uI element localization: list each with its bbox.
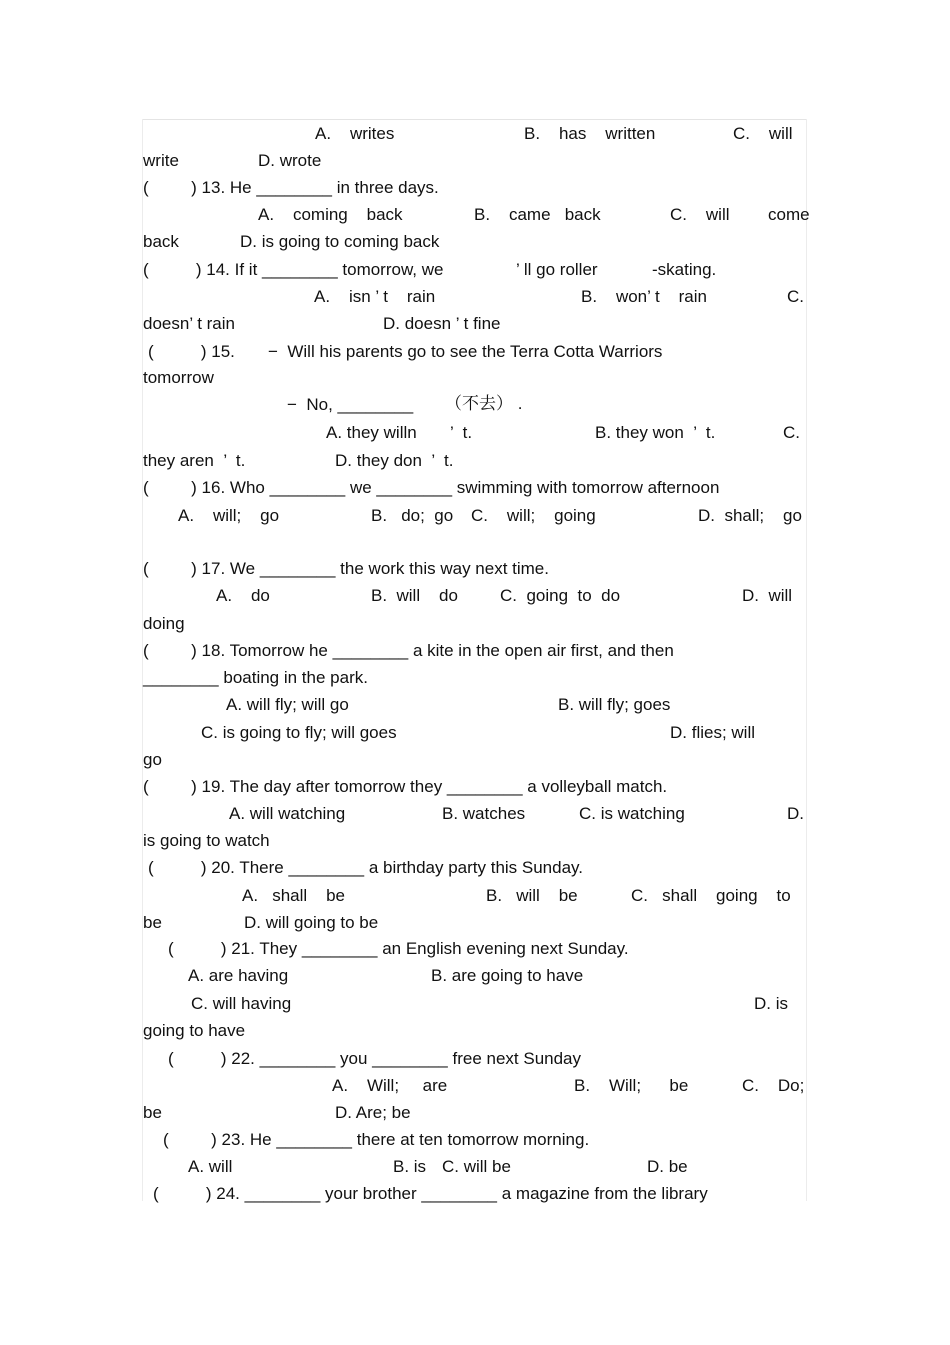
q14-option-c-cont: doesn’ t rain [143, 314, 235, 333]
q20-option-d: D. will going to be [244, 913, 379, 932]
q21-option-b: B. are going to have [431, 966, 584, 985]
q21-option-a: A. are having [188, 966, 289, 985]
q23-option-b: B. is [393, 1157, 427, 1176]
q14-option-a: A. isn ’ t rain [314, 287, 436, 306]
q13-option-c: C. will [670, 205, 730, 224]
q17-stem: ( ) 17. We ________ the work this way next time. [143, 559, 549, 578]
q15-option-a: A. they willn [326, 423, 417, 442]
q23-option-c: C. will be [442, 1157, 511, 1176]
q15-option-c-cont: they aren ’ t. [143, 451, 246, 470]
q18-stem-cont: ________ boating in the park. [143, 668, 368, 687]
q12-option-d: D. wrote [258, 151, 322, 170]
q20-option-c: C. shall going to [631, 886, 791, 905]
q15-option-b: B. they won ’ t. [595, 423, 716, 442]
q22-option-c: C. Do; [742, 1076, 805, 1095]
q19-option-b: B. watches [442, 804, 526, 823]
q22-option-b: B. Will; be [574, 1076, 689, 1095]
q14-stem-part3: -skating. [652, 260, 717, 279]
q18-stem: ( ) 18. Tomorrow he ________ a kite in the open air first, and then [143, 641, 674, 660]
q24-stem: ( ) 24. ________ your brother ________ a magazine from the library [153, 1184, 708, 1203]
q13-option-c-part: come [768, 205, 810, 224]
q17-option-c: C. going to do [500, 586, 621, 605]
q21-stem: ( ) 21. They ________ an English evening next Sunday. [168, 939, 629, 958]
q18-option-d-cont: go [143, 750, 162, 769]
q22-stem: ( ) 22. ________ you ________ free next Sunday [168, 1049, 582, 1068]
q12-option-c: C. will [733, 124, 793, 143]
q12-option-b: B. has written [524, 124, 656, 143]
q20-option-b: B. will be [486, 886, 578, 905]
q21-option-d-cont: going to have [143, 1021, 246, 1040]
q23-option-a: A. will [188, 1157, 233, 1176]
q14-option-b: B. won’ t rain [581, 287, 707, 306]
q23-stem: ( ) 23. He ________ there at ten tomorrow morning. [163, 1130, 590, 1149]
q15-option-d: D. they don ’ t. [335, 451, 454, 470]
q17-option-b: B. will do [371, 586, 458, 605]
q16-stem: ( ) 16. Who ________ we ________ swimming with tomorrow afternoon [143, 478, 720, 497]
q13-stem: ( ) 13. He ________ in three days. [143, 178, 439, 197]
q22-option-a: A. Will; are [332, 1076, 448, 1095]
q22-option-d: D. Are; be [335, 1103, 411, 1122]
q17-option-d: D. will [742, 586, 793, 605]
q19-option-d: D. [787, 804, 804, 823]
q13-option-b: B. came back [474, 205, 601, 224]
q20-stem: ( ) 20. There ________ a birthday party this Sunday. [148, 858, 584, 877]
q14-option-d: D. doesn ’ t fine [383, 314, 501, 333]
q15-hint: （不去） . [445, 394, 523, 413]
q17-option-a: A. do [216, 586, 270, 605]
q18-option-a: A. will fly; will go [226, 695, 349, 714]
q19-option-d-cont: is going to watch [143, 831, 270, 850]
q15-response: − No, ________ [287, 395, 414, 414]
q12-option-c-cont: write [143, 151, 179, 170]
page-border-right [806, 119, 807, 1201]
q18-option-c: C. is going to fly; will goes [201, 723, 397, 742]
q15-option-a-cont: ’ t. [450, 423, 473, 442]
q21-option-c: C. will having [191, 994, 292, 1013]
q19-stem: ( ) 19. The day after tomorrow they ________ a volleyball match. [143, 777, 668, 796]
q18-option-b: B. will fly; goes [558, 695, 671, 714]
page-border-top [142, 119, 807, 120]
q22-option-c-cont: be [143, 1103, 162, 1122]
q16-option-b: B. do; go [371, 506, 454, 525]
q19-option-c: C. is watching [579, 804, 685, 823]
q16-option-d: D. shall; go [698, 506, 802, 525]
q15-stem: ( ) 15. − Will his parents go to see the Terra Cotta Warriors [148, 342, 663, 361]
q16-option-c: C. will; going [471, 506, 596, 525]
q13-option-a: A. coming back [258, 205, 403, 224]
q12-option-a: A. writes [315, 124, 395, 143]
q17-option-d-cont: doing [143, 614, 185, 633]
q23-option-d: D. be [647, 1157, 688, 1176]
q19-option-a: A. will watching [229, 804, 346, 823]
q14-stem-part2: ’ ll go roller [516, 260, 598, 279]
q15-stem-cont: tomorrow [143, 368, 214, 387]
q13-option-d: D. is going to coming back [240, 232, 440, 251]
q21-option-d: D. is [754, 994, 788, 1013]
q20-option-c-cont: be [143, 913, 162, 932]
q20-option-a: A. shall be [242, 886, 345, 905]
q14-option-c: C. [787, 287, 804, 306]
q18-option-d: D. flies; will [670, 723, 756, 742]
q14-stem: ( ) 14. If it ________ tomorrow, we [143, 260, 444, 279]
q13-option-c-cont: back [143, 232, 179, 251]
q15-option-c: C. [783, 423, 800, 442]
q16-option-a: A. will; go [178, 506, 280, 525]
